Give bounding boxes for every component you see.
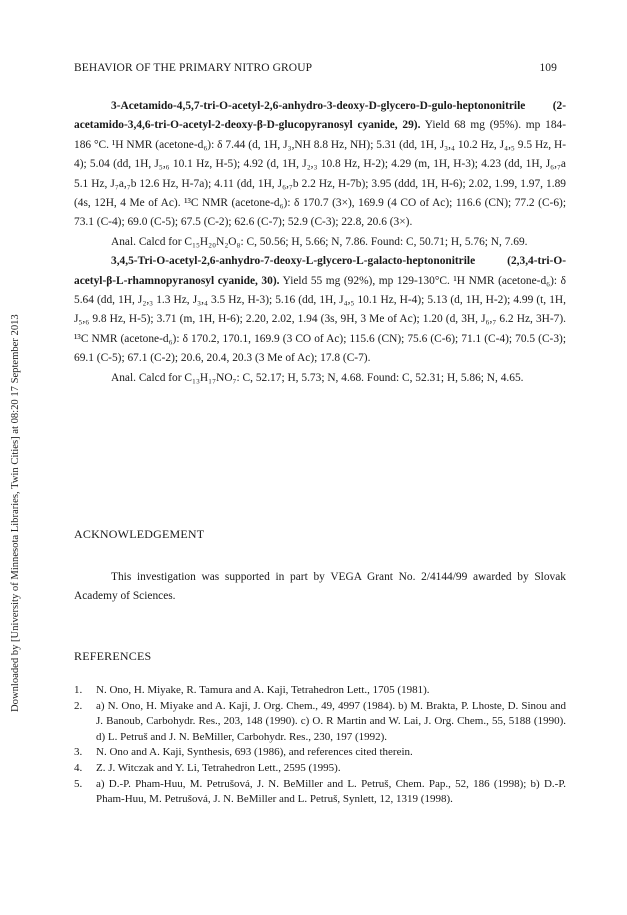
reference-item [74,745,566,761]
compound-30-name: 3,4,5-Tri-O-acetyl-2,6-anhydro-7-deoxy-L-glycero-L-galacto-heptononitrile (2,3,4-tri-O-acetyl-β-L-rhamnopyranosyl cyanide, 30). [74,255,566,287]
reference-item [74,761,566,777]
download-watermark: Downloaded by [University of Minnesota Libraries, Twin Cities] at 08:20 17 September 2013 [10,314,21,712]
reference-item [74,777,566,808]
compound-29-paragraph [74,97,566,233]
compound-29-analysis: Anal. Calcd for C₁₅H₂₀N₂O₈: C, 50.56; H, 5.66; N, 7.86. Found: C, 50.71; H, 5.76; N, 7.69. [111,235,528,248]
compound-30-analysis: Anal. Calcd for C₁₃H₁₇NO₇: C, 52.17; H, 5.73; N, 4.68. Found: C, 52.31; H, 5.86; N, 4.65. [111,371,524,384]
reference-number: 5. [74,777,83,790]
reference-text: a) D.-P. Pham-Huu, M. Petrušová, J. N. BeMiller and L. Petruš, Chem. Pap., 52, 186 (1998); b) D.-P. Pham-Huu, M. Petrušová, J. N. BeMiller and L. Petruš, Synlett, 12, 1319 (1998). [96,777,566,806]
running-head-title: BEHAVIOR OF THE PRIMARY NITRO GROUP [74,62,313,74]
reference-text: a) N. Ono, H. Miyake and A. Kaji, J. Org. Chem., 49, 4997 (1984). b) M. Brakta, P. Lhoste, D. Sinou and J. Banoub, Carbohydr. Res., 203, 148 (1990). c) O. R Martin and W. Lai, J. Org. Chem., 55, 5188 (1990). d) L. Petruš and J. N. BeMiller, Carbohydr. Res., 230, 197 (1992). [96,699,566,743]
acknowledgement-heading: ACKNOWLEDGEMENT [74,527,205,541]
page-number: 109 [539,62,557,74]
reference-number: 4. [74,761,83,774]
acknowledgement-text [74,568,566,607]
reference-number: 3. [74,746,83,759]
acknowledgement-paragraph: This investigation was supported in part by VEGA Grant No. 2/4144/99 awarded by Slovak Academy of Sciences. [74,571,566,603]
experimental-section [74,97,566,388]
compound-29-data: Yield 68 mg (95%). mp 184-186 °C. ¹H NMR (acetone-d₆): δ 7.44 (d, 1H, J₃,NH 8.8 Hz, NH); 5.31 (dd, 1H, J₃,₄ 10.2 Hz, J₄,₅ 9.5 Hz, H-4); 5.04 (dd, 1H, J₅,₆ 10.1 Hz, H-5); 4.92 (d, 1H, J₂,₃ 10.8 Hz, H-2); 4.29 (m, 1H, H-3); 4.23 (dd, 1H, J₆,₇a 5.1 Hz, J₇a,₇b 12.6 Hz, H-7a); 4.11 (dd, 1H, J₆,₇b 2.2 Hz, H-7b); 3.95 (ddd, 1H, H-6); 2.02, 1.99, 1.97, 1.89 (4s, 12H, 4 Me of Ac). ¹³C NMR (acetone-d₆): δ 170.7 (3×), 169.9 (4 CO of Ac); 116.6 (CN); 77.2 (C-6); 73.1 (C-4); 69.0 (C-5); 67.5 (C-2); 62.6 (C-7); 52.9 (C-3); 22.8, 20.6 (3×). [74,119,567,229]
reference-number: 2. [74,699,83,712]
compound-30-data: Yield 55 mg (92%), mp 129-130°C. ¹H NMR (acetone-d₆): δ 5.64 (dd, 1H, J₂,₃ 1.3 Hz, J₃,₄ 3.5 Hz, H-3); 5.16 (dd, 1H, J₄,₅ 10.1 Hz, H-4); 5.13 (d, 1H, H-2); 4.99 (t, 1H, J₅,₆ 9.8 Hz, H-5); 3.71 (m, 1H, H-6); 2.20, 2.02, 1.94 (3s, 9H, 3 Me of Ac); 1.20 (d, 3H, J₆,₇ 6.2 Hz, 3H-7). ¹³C NMR (acetone-d₆): δ 170.2, 170.1, 169.9 (3 CO of Ac); 115.6 (CN); 75.6 (C-6); 71.1 (C-4); 70.5 (C-3); 69.1 (C-5); 67.1 (C-2); 20.6, 20.4, 20.3 (3 Me of Ac); 17.8 (C-7). [74,274,566,365]
reference-item [74,683,566,699]
reference-list [74,683,566,808]
reference-item [74,699,566,746]
reference-text: N. Ono and A. Kaji, Synthesis, 693 (1986), and references cited therein. [96,746,413,759]
reference-text: N. Ono, H. Miyake, R. Tamura and A. Kaji, Tetrahedron Lett., 1705 (1981). [96,684,430,696]
running-head [74,62,557,74]
references-heading: REFERENCES [74,649,152,663]
reference-number: 1. [74,684,83,696]
reference-text: Z. J. Witczak and Y. Li, Tetrahedron Lett., 2595 (1995). [96,761,341,774]
compound-30-paragraph [74,252,566,368]
compound-29-name: 3-Acetamido-4,5,7-tri-O-acetyl-2,6-anhydro-3-deoxy-D-glycero-D-gulo-heptononitrile (2-acetamido-3,4,6-tri-O-acetyl-2-deoxy-β-D-glucopyranosyl cyanide, 29). [74,100,566,132]
